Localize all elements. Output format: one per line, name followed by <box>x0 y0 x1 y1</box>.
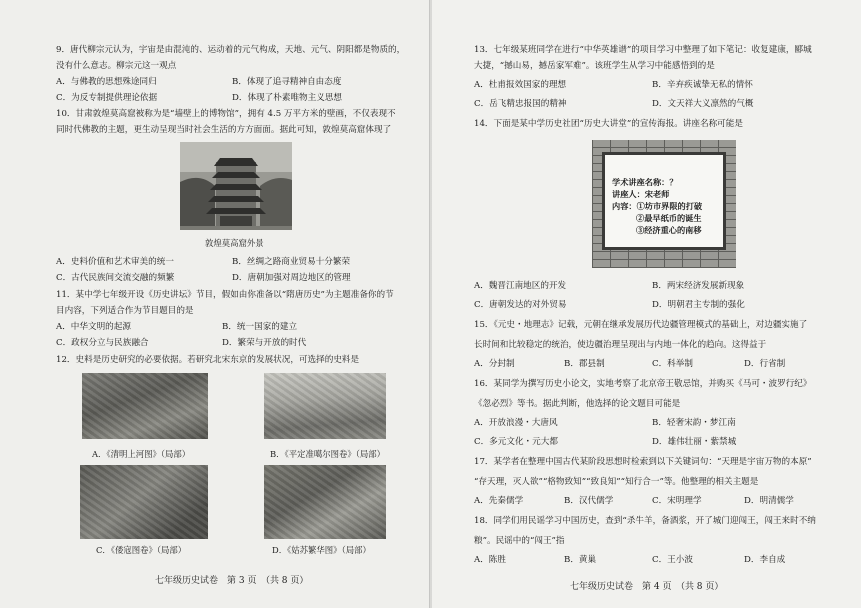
q16-stem-1: 16．某同学为撰写历史小论文，实地考察了北京帝王敬忌馆，并购买《马可・波罗行纪》 <box>474 379 812 389</box>
q15-option-b: B．郡县制 <box>564 359 605 369</box>
q16-option-a: A．开放浪漫・大唐风 <box>474 418 558 428</box>
q17-option-d: D．明清儒学 <box>744 496 794 506</box>
q15-option-d: D．行省制 <box>744 359 786 369</box>
q10-option-a: A．史料价值和艺术审美的统一 <box>56 257 174 267</box>
wokou-painting <box>80 465 208 539</box>
q13-stem-1: 13．七年级某班同学在进行“中华英雄谱”的项目学习中整理了如下笔记：收复建康，郾城 <box>474 45 812 55</box>
q11-option-b: B．统一国家的建立 <box>222 322 298 332</box>
left-page <box>0 0 430 608</box>
q18-option-c: C．王小波 <box>652 555 693 565</box>
poster-title-line: 学术讲座名称：？ <box>612 177 678 187</box>
q13-option-d: D．文天祥大义凛然的气概 <box>652 99 754 109</box>
q18-stem-1: 18．同学们用民谣学习中国历史，查到“杀牛羊，备酒浆，开了城门迎闯王，闯王来时不纳 <box>474 516 816 526</box>
q15-option-a: A．分封制 <box>474 359 515 369</box>
q15-stem-2: 长时间和比较稳定的统治，使边疆治理呈现出与内地一体化的趋向。这得益于 <box>474 340 767 350</box>
q10-option-c: C．古代民族间交流交融的频繁 <box>56 273 175 283</box>
q11-stem-2: 目内容，下列适合作为节目题目的是 <box>56 306 194 316</box>
left-page-footer: 七年级历史试卷 第 3 页 （共 8 页） <box>155 576 309 586</box>
q17-option-c: C．宋明理学 <box>652 496 702 506</box>
poster-content-1: 内容：①坊市界限的打破 <box>612 201 703 211</box>
q12-caption-c: C．《倭寇图卷》（局部） <box>96 545 187 555</box>
q18-stem-2: 粮”。民谣中的“闯王”指 <box>474 536 565 546</box>
q18-option-d: D．李自成 <box>744 555 786 565</box>
q11-option-d: D．繁荣与开放的时代 <box>222 338 307 348</box>
q10-image-caption: 敦煌莫高窟外景 <box>205 238 264 248</box>
mogao-grottoes-photo <box>180 142 292 230</box>
q12-stem: 12．史料是历史研究的必要依据。若研究北宋东京的发展状况，可选择的史料是 <box>56 355 360 365</box>
q9-option-a: A．与佛教的思想殊途同归 <box>56 77 157 87</box>
q18-option-b: B．黄巢 <box>564 555 597 565</box>
gusu-painting <box>264 465 386 539</box>
q11-option-c: C．政权分立与民族融合 <box>56 338 149 348</box>
pingding-painting <box>264 373 386 439</box>
q15-stem-1: 15．《元史・地理志》记载，元朝在继承发展历代边疆管理模式的基础上，对边疆实施了 <box>474 320 808 330</box>
q17-option-b: B．汉代儒学 <box>564 496 614 506</box>
q10-option-d: D．唐朝加强对周边地区的管理 <box>232 273 351 283</box>
q14-stem: 14．下面是某中学历史社团“历史大讲堂”的宣传海报。讲座名称可能是 <box>474 119 743 129</box>
q12-caption-a: A．《清明上河图》（局部） <box>92 449 191 459</box>
q15-option-c: C．科举制 <box>652 359 693 369</box>
right-page-footer: 七年级历史试卷 第 4 页 （共 8 页） <box>570 582 724 592</box>
q12-caption-d: D．《姑苏繁华图》（局部） <box>272 545 371 555</box>
q14-option-c: C．唐朝发达的对外贸易 <box>474 300 567 310</box>
qingming-painting <box>82 373 208 439</box>
poster-content-3: ③经济重心的南移 <box>636 225 702 235</box>
q16-option-c: C．多元文化・元大都 <box>474 437 558 447</box>
q16-option-b: B．轻奢宋韵・梦江南 <box>652 418 736 428</box>
q13-option-b: B．辛弃疾诚挚无私的情怀 <box>652 80 753 90</box>
q11-stem-1: 11．某中学七年级开设《历史讲坛》节目，假如由你准备以“隋唐历史”为主题准备你的节 <box>56 290 394 300</box>
q11-option-a: A．中华文明的起源 <box>56 322 131 332</box>
q9-option-b: B．体现了追寻精神自由态度 <box>232 77 342 87</box>
q10-stem-1: 10．甘肃敦煌莫高窟被称为是“墙壁上的博物馆”，拥有 4.5 万平方米的壁画，不仅表现不 <box>56 109 396 119</box>
q14-option-a: A．魏晋江南地区的开发 <box>474 281 567 291</box>
q17-stem-1: 17．某学者在整理中国古代某阶段思想时检索到以下关键词句：“天理是宇宙万物的本原” <box>474 457 812 467</box>
q9-stem-2: 没有什么意志。柳宗元这一观点 <box>56 61 177 71</box>
q13-stem-2: 大捷，“撼山易，撼岳家军难”。该班学生从学习中能感悟到的是 <box>474 61 715 71</box>
q9-option-d: D．体现了朴素唯物主义思想 <box>232 93 343 103</box>
q13-option-a: A．杜甫报效国家的理想 <box>474 80 567 90</box>
poster-content-2: ②最早纸币的诞生 <box>636 213 702 223</box>
q10-stem-2: 同时代佛教的主题，更生动呈现当时社会生活的方方面面。据此可知，敦煌莫高窟体现了 <box>56 125 392 135</box>
poster-speaker-line: 讲座人：宋老师 <box>612 189 670 199</box>
q14-option-d: D．明朝君主专制的强化 <box>652 300 745 310</box>
q9-stem-1: 9．唐代柳宗元认为，宇宙是由混沌的、运动着的元气构成，天地、元气、阴阳都是物质的， <box>56 45 406 55</box>
q13-option-c: C．岳飞精忠报国的精神 <box>474 99 567 109</box>
q16-stem-2: 《忽必烈》等书。据此判断，他选择的论文题目可能是 <box>474 399 681 409</box>
q10-option-b: B．丝绸之路商业贸易十分繁荣 <box>232 257 351 267</box>
q18-option-a: A．陈胜 <box>474 555 506 565</box>
q12-caption-b: B．《平定准噶尔图卷》（局部） <box>270 449 386 459</box>
q17-stem-2: “存天理，灭人欲”“格物致知”“致良知”“知行合一”等。他整理的相关主题是 <box>474 477 759 487</box>
right-page <box>432 0 861 608</box>
q17-option-a: A．先秦儒学 <box>474 496 524 506</box>
q14-option-b: B．两宋经济发展新现象 <box>652 281 745 291</box>
q9-option-c: C．为反专制提供理论依据 <box>56 93 158 103</box>
q16-option-d: D．雄伟壮丽・紫禁城 <box>652 437 737 447</box>
